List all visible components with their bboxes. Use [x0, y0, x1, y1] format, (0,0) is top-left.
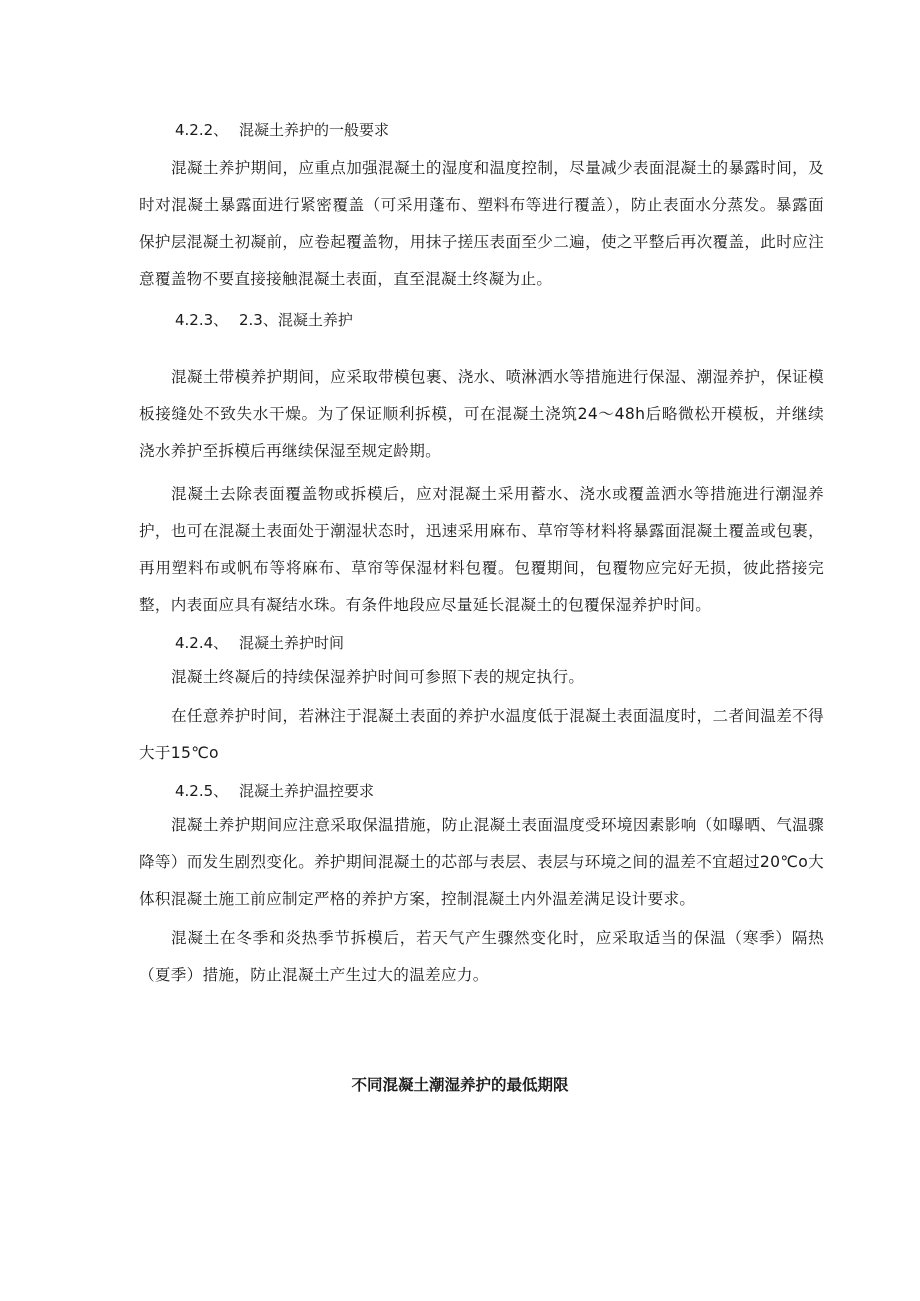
- section-title: 混凝土养护温控要求: [239, 782, 375, 800]
- section-number: 4.2.5、: [175, 782, 229, 800]
- paragraph: 混凝土在冬季和炎热季节拆模后，若天气产生骤然变化时，应采取适当的保温（寒季）隔热（夏季）措施，防止混凝土产生过大的温差应力。: [139, 929, 824, 984]
- table-title: 不同混凝土潮湿养护的最低期限: [351, 1076, 569, 1094]
- section-heading-4-2-5: [175, 781, 824, 801]
- section-number: 4.2.3、: [175, 311, 229, 329]
- section-number: 4.2.2、: [175, 121, 229, 139]
- paragraph: 混凝土养护期间应注意采取保温措施，防止混凝土表面温度受环境因素影响（如曝晒、气温骤降等）而发生剧烈变化。养护期间混凝土的芯部与表层、表层与环境之间的温差不宜超过20℃o大体积混凝土施工前应制定严格的养护方案，控制混凝土内外温差满足设计要求。: [139, 816, 824, 908]
- paragraph: 混凝土终凝后的持续保湿养护时间可参照下表的规定执行。: [171, 668, 585, 686]
- document-body: [139, 112, 824, 994]
- paragraph: 混凝土养护期间，应重点加强混凝土的湿度和温度控制，尽量减少表面混凝土的暴露时间，及时对混凝土暴露面进行紧密覆盖（可采用蓬布、塑料布等进行覆盖），防止表面水分蒸发。暴露面保护层混凝土初凝前，应卷起覆盖物，用抹子搓压表面至少二遍，使之平整后再次覆盖，此时应注意覆盖物不要直接接触混凝土表面，直至混凝土终凝为止。: [139, 159, 824, 288]
- section-title: 混凝土养护时间: [239, 634, 345, 652]
- paragraph: 混凝土带模养护期间，应采取带模包裹、浇水、喷淋洒水等措施进行保湿、潮湿养护，保证模板接缝处不致失水干燥。为了保证顺利拆模，可在混凝土浇筑24～48h后略微松开模板，并继续浇水养护至拆模后再继续保湿至规定龄期。: [139, 368, 824, 460]
- section-title: 2.3、混凝土养护: [239, 311, 353, 329]
- section-title: 混凝土养护的一般要求: [239, 121, 390, 139]
- section-heading-4-2-3: [175, 310, 824, 330]
- paragraph: 在任意养护时间，若淋注于混凝土表面的养护水温度低于混凝土表面温度时，二者间温差不得大于15℃o: [139, 707, 824, 762]
- paragraph: 混凝土去除表面覆盖物或拆模后，应对混凝土采用蓄水、浇水或覆盖洒水等措施进行潮湿养护，也可在混凝土表面处于潮湿状态时，迅速采用麻布、草帘等材料将暴露面混凝土覆盖或包裹，再用塑料布或帆布等将麻布、草帘等保湿材料包覆。包覆期间，包覆物应完好无损，彼此搭接完整，内表面应具有凝结水珠。有条件地段应尽量延长混凝土的包覆保湿养护时间。: [139, 485, 824, 614]
- section-number: 4.2.4、: [175, 634, 229, 652]
- section-heading-4-2-4: [175, 633, 824, 653]
- section-heading-4-2-2: [175, 120, 824, 140]
